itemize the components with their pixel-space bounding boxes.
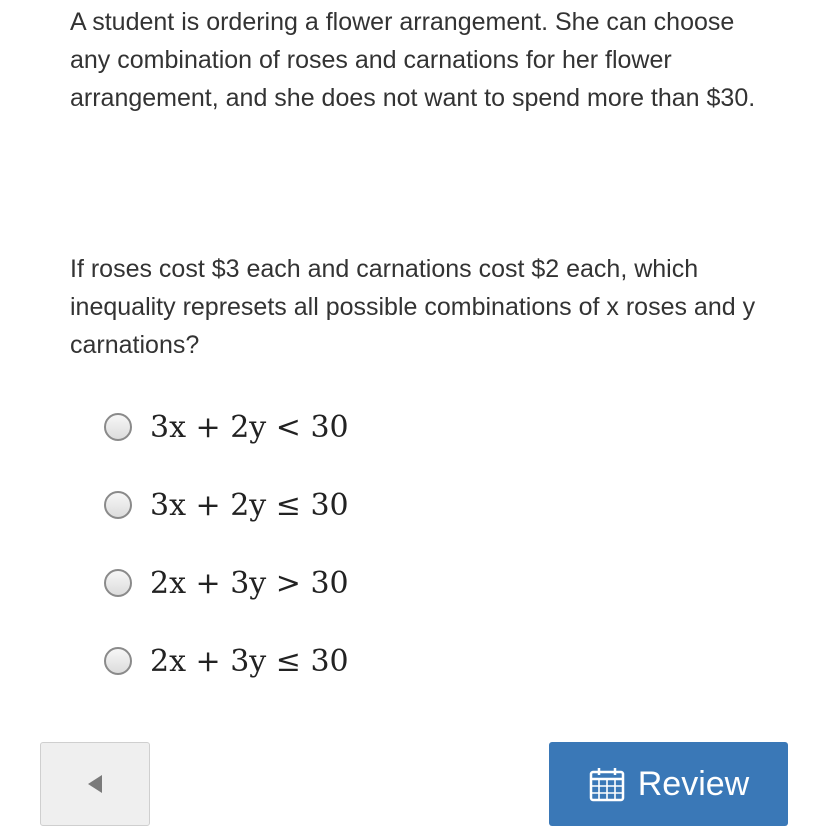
radio-button-2[interactable] bbox=[104, 491, 132, 519]
calendar-icon bbox=[588, 765, 626, 803]
question-prompt: If roses cost $3 each and carnations cost $2 each, which inequality represets all possible combinations of x roses and y carnations? bbox=[70, 255, 756, 359]
review-label: Review bbox=[637, 764, 750, 803]
answer-choice-4[interactable] bbox=[104, 634, 349, 688]
triangle-left-icon bbox=[88, 775, 102, 793]
review-button[interactable] bbox=[549, 742, 788, 826]
answer-choice-label: 3x + 2y < 30 bbox=[150, 409, 349, 445]
radio-button-1[interactable] bbox=[104, 413, 132, 441]
answer-choice-label: 2x + 3y > 30 bbox=[150, 565, 349, 601]
radio-button-3[interactable] bbox=[104, 569, 132, 597]
answer-choice-label: 2x + 3y ≤ 30 bbox=[150, 643, 349, 679]
question-intro: A student is ordering a flower arrangement. She can choose any combination of roses and carnations for her flower arrangement, and she does not want to spend more than $30. bbox=[70, 8, 756, 112]
answer-choice-3[interactable] bbox=[104, 556, 349, 610]
answer-choice-1[interactable] bbox=[104, 400, 349, 454]
back-button[interactable] bbox=[40, 742, 150, 826]
radio-button-4[interactable] bbox=[104, 647, 132, 675]
answer-choice-label: 3x + 2y ≤ 30 bbox=[150, 487, 349, 523]
answer-choice-2[interactable] bbox=[104, 478, 349, 532]
